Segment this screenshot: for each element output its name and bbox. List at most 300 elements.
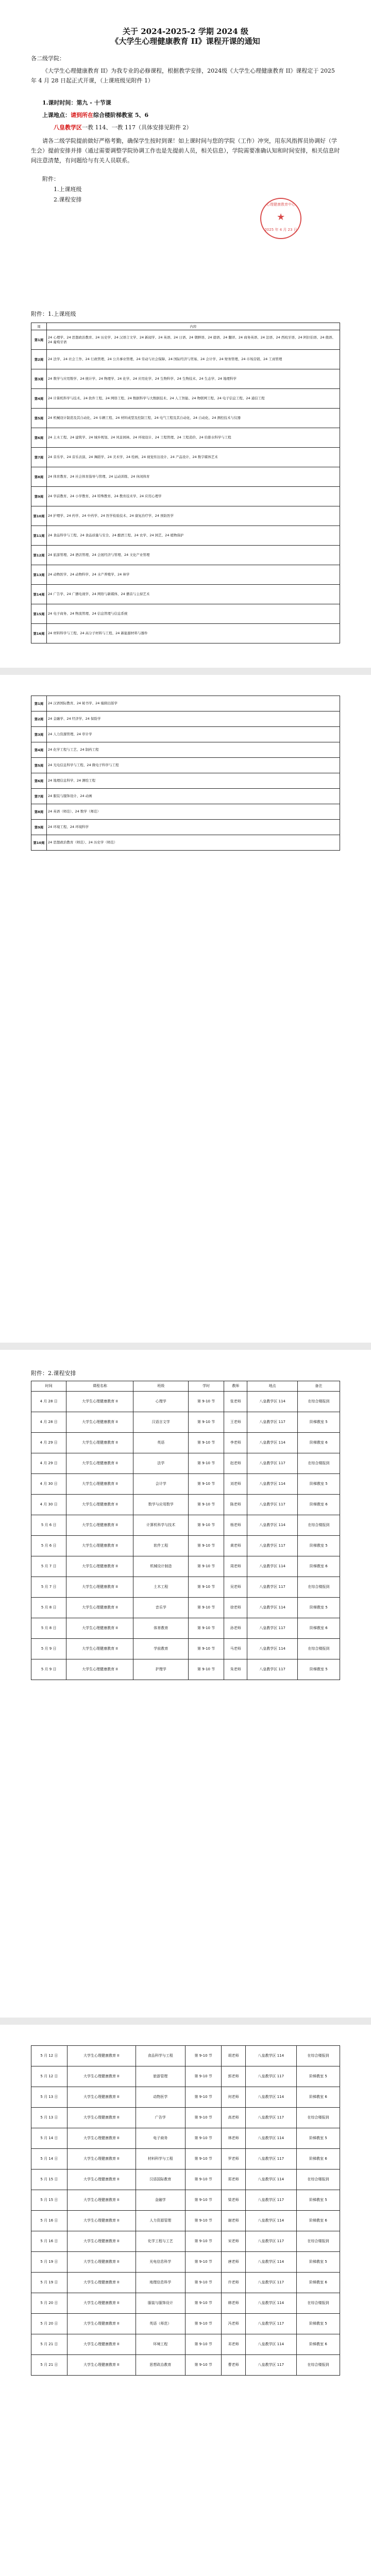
alloc-cell: 第 9-10 节: [189, 1556, 224, 1577]
alloc-row: [31, 2211, 340, 2231]
alloc-cell: 第 9-10 节: [189, 1639, 224, 1659]
alloc-cell: 4 月 30 日: [31, 1495, 66, 1515]
alloc-cell: 吴老师: [224, 1577, 247, 1598]
alloc-cell: 5 月 12 日: [31, 2066, 68, 2087]
alloc-cell: 第 9-10 节: [189, 1618, 224, 1639]
alloc-cell: 八皇教学区 117: [245, 2190, 296, 2211]
alloc-cell: 音乐学: [133, 1598, 189, 1618]
schedule-table-a: [31, 323, 340, 643]
alloc-cell: 第 9-10 节: [185, 2334, 222, 2355]
alloc-cell: 八皇教学区 114: [245, 2293, 296, 2314]
alloc-cell: 动物医学: [136, 2087, 185, 2108]
alloc-row: [31, 1577, 340, 1598]
alloc-cell: 大学生心理健康教育 II: [66, 1495, 133, 1515]
alloc-cell: 阶梯教室 5: [297, 2252, 340, 2273]
alloc-cell: 在综合楼报到: [297, 2231, 340, 2252]
alloc-cell: 唐老师: [222, 2252, 245, 2273]
alloc-row: [31, 1659, 340, 1680]
alloc-cell: 第 9-10 节: [185, 2273, 222, 2293]
alloc-row: [31, 2046, 340, 2066]
alloc-header-cell: 教师: [224, 1381, 247, 1392]
alloc-row: [31, 2149, 340, 2170]
alloc-cell: 八皇教学区 117: [247, 1577, 297, 1598]
schedule-content-cell: 24 学前教育、24 小学教育、24 特殊教育、24 教育技术学、24 应用心理学: [47, 487, 340, 506]
schedule-week-cell: 第7周: [31, 789, 47, 804]
schedule-row: [31, 742, 340, 758]
alloc-row: [31, 1412, 340, 1433]
alloc-row: [31, 1536, 340, 1556]
alloc-cell: 4 月 28 日: [31, 1412, 66, 1433]
alloc-cell: 英语（师范）: [136, 2314, 185, 2334]
alloc-cell: 曹老师: [222, 2355, 245, 2376]
alloc-cell: 土木工程: [133, 1577, 189, 1598]
schedule-content-cell: 24 土木工程、24 建筑学、24 城乡规划、24 风景园林、24 环境设计、24 工程管理、24 工程造价、24 给排水科学与工程: [47, 428, 340, 448]
schedule-week-cell: 第13周: [31, 565, 47, 585]
schedule-content-cell: 24 服装与服饰设计、24 动画: [47, 789, 340, 804]
alloc-cell: 英语: [133, 1433, 189, 1453]
alloc-row: [31, 2170, 340, 2190]
alloc-cell: 5 月 7 日: [31, 1556, 66, 1577]
schedule-week-cell: 第2周: [31, 711, 47, 727]
schedule-row: [31, 389, 340, 409]
alloc-cell: 王老师: [224, 1412, 247, 1433]
schedule-row: [31, 467, 340, 487]
alloc-cell: 韩老师: [222, 2293, 245, 2314]
alloc-cell: 孙老师: [224, 1618, 247, 1639]
alloc-cell: 4 月 28 日: [31, 1392, 66, 1412]
schedule-row: [31, 711, 340, 727]
schedule-content-cell: 24 计算机科学与技术、24 软件工程、24 网络工程、24 数据科学与大数据技术、24 人工智能、24 物联网工程、24 电子信息工程、24 通信工程: [47, 389, 340, 409]
alloc-cell: 第 9-10 节: [185, 2252, 222, 2273]
alloc-cell: 5 月 15 日: [31, 2190, 68, 2211]
schedule-row: [31, 820, 340, 835]
schedule-week-cell: 第7周: [31, 448, 47, 467]
salutation: 各二级学院：: [31, 55, 65, 62]
schedule-row: [31, 350, 340, 369]
schedule-content-cell: 24 旅游管理、24 酒店管理、24 会展经济与管理、24 文化产业管理: [47, 546, 340, 565]
alloc-cell: 张老师: [224, 1392, 247, 1412]
alloc-cell: 第 9-10 节: [185, 2087, 222, 2108]
alloc-cell: 第 9-10 节: [189, 1453, 224, 1474]
alloc-cell: 周老师: [224, 1556, 247, 1577]
alloc-cell: 地理信息科学: [136, 2273, 185, 2293]
schedule-content-cell: 24 汉语国际教育、24 秘书学、24 编辑出版学: [47, 696, 340, 711]
schedule-content-cell: 24 心理学、24 思想政治教育、24 历史学、24 汉语言文学、24 新闻学、24 英语、24 日语、24 朝鲜语、24 德语、24 翻译、24 商务英语、24 法语、24 西班牙语、24 阿拉伯语、24 俄语、24 葡萄牙语: [47, 330, 340, 350]
alloc-row: [31, 1453, 340, 1474]
alloc-cell: 阶梯教室 5: [297, 1536, 340, 1556]
alloc-cell: 5 月 14 日: [31, 2149, 68, 2170]
schedule-content-cell: 24 机械设计制造及其自动化、24 车辆工程、24 材料成型及控制工程、24 电气工程及其自动化、24 自动化、24 测控技术与仪器: [47, 409, 340, 428]
alloc-cell: 罗老师: [222, 2149, 245, 2170]
schedule-content-cell: 24 数学与应用数学、24 统计学、24 物理学、24 化学、24 应用化学、24 生物科学、24 生物技术、24 生态学、24 地理科学: [47, 369, 340, 389]
alloc-cell: 黄老师: [224, 1536, 247, 1556]
schedule-content-cell: 24 动物医学、24 动物科学、24 水产养殖学、24 林学: [47, 565, 340, 585]
alloc-cell: 马老师: [224, 1639, 247, 1659]
schedule-content-cell: 24 英语（师范）、24 数学（师范）: [47, 804, 340, 820]
alloc-cell: 在综合楼报到: [297, 2108, 340, 2128]
notice-title-line2: 《大学生心理健康教育 II》课程开课的通知: [111, 37, 260, 46]
schedule-week-cell: 第1周: [31, 696, 47, 711]
location-highlight: 请到所在: [71, 112, 93, 118]
alloc-cell: 在综合楼报到: [297, 1392, 340, 1412]
official-seal-icon: 心理健康教育中心 ★ 2025 年 4 月 23 日: [260, 198, 301, 239]
seal-date: 2025 年 4 月 23 日: [264, 228, 297, 232]
alloc-row: [31, 2087, 340, 2108]
schedule-content-cell: 24 护理学、24 药学、24 中药学、24 医学检验技术、24 康复治疗学、24 预防医学: [47, 506, 340, 526]
schedule-row: [31, 565, 340, 585]
location-campus: 八皇教学区: [54, 124, 82, 131]
alloc-cell: 5 月 7 日: [31, 1577, 66, 1598]
schedule-content-cell: 24 金融学、24 经济学、24 保险学: [47, 711, 340, 727]
alloc-cell: 第 9-10 节: [185, 2314, 222, 2334]
alloc-cell: 大学生心理健康教育 II: [67, 2211, 136, 2231]
alloc-cell: 大学生心理健康教育 II: [67, 2355, 136, 2376]
alloc-cell: 八皇教学区 117: [245, 2273, 296, 2293]
alloc-header-cell: 学时: [189, 1381, 224, 1392]
alloc-cell: 第 9-10 节: [185, 2066, 222, 2087]
alloc-row: [31, 1392, 340, 1412]
alloc-cell: 大学生心理健康教育 II: [67, 2170, 136, 2190]
alloc-cell: 数学与应用数学: [133, 1495, 189, 1515]
schedule-row: [31, 804, 340, 820]
schedule-week-cell: 第6周: [31, 773, 47, 789]
alloc-cell: 第 9-10 节: [185, 2128, 222, 2149]
alloc-cell: 八皇教学区 114: [247, 1598, 297, 1618]
alloc-cell: 八皇教学区 117: [245, 2149, 296, 2170]
alloc-cell: 4 月 29 日: [31, 1433, 66, 1453]
alloc-cell: 在综合楼报到: [297, 1515, 340, 1536]
alloc-cell: 李老师: [224, 1433, 247, 1453]
alloc-cell: 第 9-10 节: [189, 1474, 224, 1495]
alloc-cell: 法学: [133, 1453, 189, 1474]
alloc-cell: 大学生心理健康教育 II: [66, 1412, 133, 1433]
alloc-cell: 大学生心理健康教育 II: [66, 1515, 133, 1536]
alloc-cell: 大学生心理健康教育 II: [66, 1659, 133, 1680]
alloc-cell: 阶梯教室 6: [297, 1618, 340, 1639]
alloc-row: [31, 1474, 340, 1495]
alloc-cell: 八皇教学区 114: [245, 2252, 296, 2273]
schedule-week-cell: 第1周: [31, 330, 47, 350]
notice-title-line1: 关于 2024-2025-2 学期 2024 级: [122, 27, 249, 36]
alloc-cell: 5 月 13 日: [31, 2087, 68, 2108]
alloc-cell: 大学生心理健康教育 II: [66, 1536, 133, 1556]
alloc-cell: 八皇教学区 114: [247, 1639, 297, 1659]
alloc-cell: 八皇教学区 117: [247, 1536, 297, 1556]
alloc-cell: 冯老师: [222, 2314, 245, 2334]
alloc-cell: 电子商务: [136, 2128, 185, 2149]
alloc-row: [31, 2066, 340, 2087]
page-2: [0, 675, 371, 1343]
alloc-cell: 第 9-10 节: [185, 2149, 222, 2170]
alloc-cell: 心理学: [133, 1392, 189, 1412]
alloc-cell: 大学生心理健康教育 II: [66, 1577, 133, 1598]
schedule-row: [31, 546, 340, 565]
alloc-cell: 汉语言文学: [133, 1412, 189, 1433]
alloc-cell: 第 9-10 节: [185, 2211, 222, 2231]
alloc-cell: 5 月 6 日: [31, 1536, 66, 1556]
alloc-cell: 八皇教学区 114: [245, 2334, 296, 2355]
schedule-content-cell: 24 化学工程与工艺、24 制药工程: [47, 742, 340, 758]
alloc-cell: 大学生心理健康教育 II: [66, 1474, 133, 1495]
alloc-row: [31, 1433, 340, 1453]
alloc-cell: 光电信息科学: [136, 2252, 185, 2273]
alloc-cell: 八皇教学区 114: [245, 2087, 296, 2108]
alloc-cell: 学前教育: [133, 1639, 189, 1659]
course-allocation-table-2: [31, 2045, 340, 2376]
alloc-cell: 第 9-10 节: [189, 1536, 224, 1556]
alloc-cell: 5 月 16 日: [31, 2231, 68, 2252]
schedule-week-cell: 第11周: [31, 526, 47, 546]
alloc-cell: 大学生心理健康教育 II: [66, 1392, 133, 1412]
alloc-header-cell: 课程名称: [66, 1381, 133, 1392]
alloc-cell: 大学生心理健康教育 II: [67, 2293, 136, 2314]
schedule-week-cell: 第3周: [31, 727, 47, 742]
alloc-cell: 5 月 12 日: [31, 2046, 68, 2066]
alloc-cell: 4 月 30 日: [31, 1474, 66, 1495]
alloc-cell: 八皇教学区 117: [247, 1412, 297, 1433]
alloc-cell: 计算机科学与技术: [133, 1515, 189, 1536]
schedule-row: [31, 369, 340, 389]
alloc-cell: 第 9-10 节: [185, 2231, 222, 2252]
alloc-row: [31, 2355, 340, 2376]
alloc-cell: 5 月 16 日: [31, 2211, 68, 2231]
alloc-row: [31, 1556, 340, 1577]
alloc-cell: 第 9-10 节: [189, 1515, 224, 1536]
alloc-cell: 5 月 20 日: [31, 2293, 68, 2314]
schedule-content-cell: 24 地理信息科学、24 测绘工程: [47, 773, 340, 789]
schedule-week-cell: 第10周: [31, 835, 47, 851]
page-3: [0, 1350, 371, 2018]
schedule-content-cell: 24 环境工程、24 环境科学: [47, 820, 340, 835]
schedule-week-cell: 第16周: [31, 624, 47, 643]
schedule-week-cell: 第14周: [31, 585, 47, 604]
schedule-row: [31, 585, 340, 604]
alloc-header-cell: 班级: [133, 1381, 189, 1392]
alloc-row: [31, 1495, 340, 1515]
alloc-cell: 5 月 8 日: [31, 1618, 66, 1639]
alloc-cell: 大学生心理健康教育 II: [66, 1639, 133, 1659]
schedule-row: [31, 448, 340, 467]
alloc-cell: 八皇教学区 117: [245, 2231, 296, 2252]
alloc-cell: 杨老师: [224, 1515, 247, 1536]
schedule-row: [31, 526, 340, 546]
alloc-cell: 第 9-10 节: [189, 1495, 224, 1515]
alloc-cell: 八皇教学区 117: [245, 2066, 296, 2087]
alloc-cell: 金融学: [136, 2190, 185, 2211]
alloc-cell: 人力资源管理: [136, 2211, 185, 2231]
alloc-row: [31, 2252, 340, 2273]
schedule-content-cell: 24 音乐学、24 音乐表演、24 舞蹈学、24 美术学、24 绘画、24 视觉传达设计、24 产品设计、24 数字媒体艺术: [47, 448, 340, 467]
alloc-cell: 八皇教学区 114: [247, 1515, 297, 1536]
location-prefix: 上课地点：: [42, 112, 71, 118]
alloc-cell: 何老师: [222, 2087, 245, 2108]
alloc-cell: 大学生心理健康教育 II: [67, 2046, 136, 2066]
alloc-cell: 林老师: [222, 2128, 245, 2149]
alloc-cell: 大学生心理健康教育 II: [66, 1556, 133, 1577]
alloc-row: [31, 1515, 340, 1536]
alloc-cell: 5 月 9 日: [31, 1639, 66, 1659]
alloc-cell: 护理学: [133, 1659, 189, 1680]
alloc-row: [31, 2314, 340, 2334]
schedule-row: [31, 835, 340, 851]
alloc-cell: 八皇教学区 117: [247, 1618, 297, 1639]
attendance-paragraph: 请各二级学院提前做好严格考勤，确保学生按时到课！如上课时间与您的学院（工作）冲突，用东风指挥员协调好（学生会）提前安排并排（通过需要调整学院协调工作也是先提前人员，相关信息），学院需要准确认知和时间安排，相关信息时间注意清楚，有问题给与有关人员联系。: [31, 138, 340, 164]
schedule-week-cell: 第10周: [31, 506, 47, 526]
schedule-row: [31, 506, 340, 526]
alloc-cell: 八皇教学区 114: [247, 1392, 297, 1412]
schedule-row: [31, 330, 340, 350]
alloc-cell: 5 月 8 日: [31, 1598, 66, 1618]
alloc-cell: 食品科学与工程: [136, 2046, 185, 2066]
alloc-cell: 在综合楼报到: [297, 1577, 340, 1598]
attachment-2-heading: 附件：2.课程安排: [31, 1370, 76, 1377]
schedule-week-cell: 第4周: [31, 742, 47, 758]
alloc-cell: 刘老师: [224, 1474, 247, 1495]
attachment-1-link[interactable]: 1.上课班级: [54, 186, 82, 193]
alloc-cell: 大学生心理健康教育 II: [67, 2252, 136, 2273]
alloc-cell: 在综合楼报到: [297, 1639, 340, 1659]
alloc-header-cell: 地点: [247, 1381, 297, 1392]
schedule-content-cell: 24 体育教育、24 社会体育指导与管理、24 运动训练、24 休闲体育: [47, 467, 340, 487]
schedule-week-cell: 第6周: [31, 428, 47, 448]
alloc-cell: 第 9-10 节: [185, 2190, 222, 2211]
alloc-cell: 邓老师: [222, 2334, 245, 2355]
schedule-row: [31, 727, 340, 742]
alloc-cell: 八皇教学区 114: [247, 1474, 297, 1495]
schedule-row: [31, 773, 340, 789]
alloc-cell: 大学生心理健康教育 II: [67, 2314, 136, 2334]
alloc-cell: 第 9-10 节: [189, 1392, 224, 1412]
alloc-cell: 广告学: [136, 2108, 185, 2128]
alloc-cell: 第 9-10 节: [189, 1659, 224, 1680]
schedule-week-cell: 第4周: [31, 389, 47, 409]
attachment-2-link[interactable]: 2.课程安排: [54, 196, 82, 203]
alloc-cell: 大学生心理健康教育 II: [67, 2231, 136, 2252]
alloc-cell: 机械设计制造: [133, 1556, 189, 1577]
alloc-cell: 5 月 19 日: [31, 2252, 68, 2273]
alloc-cell: 第 9-10 节: [189, 1412, 224, 1433]
schedule-content-cell: 24 光电信息科学与工程、24 微电子科学与工程: [47, 758, 340, 773]
alloc-cell: 胡老师: [222, 2046, 245, 2066]
alloc-cell: 大学生心理健康教育 II: [66, 1618, 133, 1639]
alloc-row: [31, 2273, 340, 2293]
class-time-item: 1.课时时间：第九 - 十节课: [42, 99, 111, 106]
header-content: 内容: [47, 323, 340, 330]
alloc-row: [31, 2128, 340, 2149]
alloc-cell: 八皇教学区 117: [245, 2314, 296, 2334]
alloc-cell: 第 9-10 节: [185, 2170, 222, 2190]
alloc-cell: 在综合楼报到: [297, 2170, 340, 2190]
alloc-cell: 5 月 15 日: [31, 2170, 68, 2190]
alloc-cell: 汉语国际教育: [136, 2170, 185, 2190]
alloc-cell: 八皇教学区 117: [247, 1659, 297, 1680]
alloc-cell: 会计学: [133, 1474, 189, 1495]
alloc-cell: 大学生心理健康教育 II: [66, 1598, 133, 1618]
alloc-cell: 阶梯教室 5: [297, 2128, 340, 2149]
alloc-cell: 大学生心理健康教育 II: [67, 2128, 136, 2149]
alloc-cell: 阶梯教室 5: [297, 2190, 340, 2211]
schedule-row: [31, 604, 340, 624]
alloc-cell: 5 月 21 日: [31, 2355, 68, 2376]
schedule-row: [31, 409, 340, 428]
alloc-row: [31, 1598, 340, 1618]
alloc-cell: 材料科学与工程: [136, 2149, 185, 2170]
alloc-cell: 环境工程: [136, 2334, 185, 2355]
alloc-cell: 在综合楼报到: [297, 1453, 340, 1474]
location-item-2: [54, 123, 340, 132]
alloc-cell: 大学生心理健康教育 II: [66, 1453, 133, 1474]
alloc-cell: 在综合楼报到: [297, 2046, 340, 2066]
schedule-week-cell: 第5周: [31, 758, 47, 773]
alloc-cell: 5 月 14 日: [31, 2128, 68, 2149]
location-rooms: 一教 114、一教 117（具体安排见附件 2）: [82, 124, 192, 131]
alloc-cell: 八皇教学区 114: [245, 2211, 296, 2231]
alloc-cell: 思想政治教育: [136, 2355, 185, 2376]
alloc-cell: 赵老师: [224, 1453, 247, 1474]
schedule-week-cell: 第15周: [31, 604, 47, 624]
schedule-content-cell: 24 广告学、24 广播电视学、24 网络与新媒体、24 播音与主持艺术: [47, 585, 340, 604]
alloc-cell: 化学工程与工艺: [136, 2231, 185, 2252]
page-4: [0, 2025, 371, 2576]
alloc-cell: 5 月 19 日: [31, 2273, 68, 2293]
alloc-cell: 郭老师: [222, 2066, 245, 2087]
location-item: [42, 110, 340, 120]
alloc-cell: 阶梯教室 5: [297, 2314, 340, 2334]
alloc-cell: 八皇教学区 117: [247, 1495, 297, 1515]
alloc-cell: 在综合楼报到: [297, 2355, 340, 2376]
alloc-cell: 八皇教学区 114: [245, 2170, 296, 2190]
alloc-cell: 八皇教学区 117: [245, 2108, 296, 2128]
alloc-cell: 阶梯教室 5: [297, 1598, 340, 1618]
seal-ring-text: 心理健康教育中心: [266, 202, 295, 207]
alloc-cell: 服装与服饰设计: [136, 2293, 185, 2314]
alloc-cell: 大学生心理健康教育 II: [67, 2334, 136, 2355]
alloc-cell: 阶梯教室 6: [297, 1495, 340, 1515]
attachment-1-heading: 附件：1.上课班级: [31, 311, 76, 317]
alloc-cell: 第 9-10 节: [185, 2293, 222, 2314]
attachments-label: 附件：: [42, 176, 59, 182]
schedule-week-cell: 第2周: [31, 350, 47, 369]
alloc-cell: 大学生心理健康教育 II: [67, 2190, 136, 2211]
location-suffix: 综合楼阶梯教室 5、6: [93, 112, 149, 118]
schedule-content-cell: 24 思想政治教育（师范）、24 历史学（师范）: [47, 835, 340, 851]
course-allocation-table-1: [31, 1381, 340, 1680]
alloc-cell: 八皇教学区 114: [245, 2128, 296, 2149]
schedule-week-cell: 第12周: [31, 546, 47, 565]
alloc-cell: 阶梯教室 5: [297, 1474, 340, 1495]
alloc-cell: 大学生心理健康教育 II: [67, 2149, 136, 2170]
alloc-cell: 5 月 13 日: [31, 2108, 68, 2128]
alloc-cell: 徐老师: [224, 1598, 247, 1618]
schedule-content-cell: 24 材料科学与工程、24 高分子材料与工程、24 新能源材料与器件: [47, 624, 340, 643]
schedule-row: [31, 624, 340, 643]
schedule-row: [31, 487, 340, 506]
schedule-week-cell: 第9周: [31, 487, 47, 506]
alloc-cell: 旅游管理: [136, 2066, 185, 2087]
schedule-content-cell: 24 电子商务、24 物流管理、24 信息管理与信息系统: [47, 604, 340, 624]
alloc-cell: 大学生心理健康教育 II: [67, 2273, 136, 2293]
schedule-week-cell: 第5周: [31, 409, 47, 428]
alloc-row: [31, 2334, 340, 2355]
alloc-cell: 阶梯教室 5: [297, 1412, 340, 1433]
alloc-cell: 阶梯教室 6: [297, 2334, 340, 2355]
intro-paragraph: 《大学生心理健康教育 II》为我专业的必修课程，根据教学安排，2024级《大学生心理健康教育 II》课程定于 2025 年 4 月 28 日起正式开课，（上课班级见附件 1）: [31, 67, 335, 84]
schedule-content-cell: 24 食品科学与工程、24 食品质量与安全、24 酿酒工程、24 农学、24 园艺、24 植物保护: [47, 526, 340, 546]
alloc-cell: 陈老师: [224, 1495, 247, 1515]
alloc-cell: 4 月 29 日: [31, 1453, 66, 1474]
alloc-row: [31, 2293, 340, 2314]
alloc-cell: 5 月 20 日: [31, 2314, 68, 2334]
